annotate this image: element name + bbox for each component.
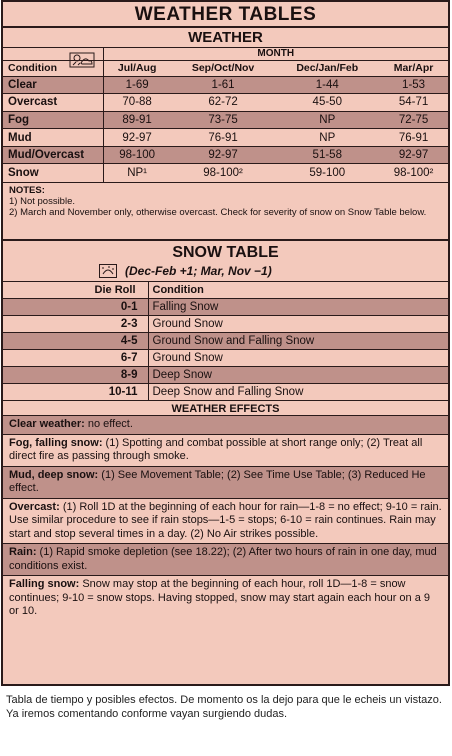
col-mar-apr: Mar/Apr (379, 60, 448, 76)
note-2: 2) March and November only, otherwise overcast. Check for severity of snow on Snow Table below. (9, 206, 427, 218)
column-header-row (3, 60, 448, 76)
weather-icon (69, 52, 95, 68)
table-row: Fog 89-91 73-75 NP 72-75 (3, 111, 448, 129)
snow-table (3, 281, 448, 401)
note-1: 1) Not possible. (9, 195, 76, 207)
condition-header: Condition (3, 60, 103, 76)
notes-heading: NOTES: (9, 184, 45, 196)
snow-icon (99, 264, 117, 278)
table-row: 10-11 Deep Snow and Falling Snow (3, 383, 448, 400)
weather-tables-title: WEATHER TABLES (3, 2, 448, 28)
table-row: 6-7 Ground Snow (3, 349, 448, 366)
snow-condition-header: Condition (148, 281, 448, 298)
table-row: 8-9 Deep Snow (3, 366, 448, 383)
table-row: Overcast 70-88 62-72 45-50 54-71 (3, 94, 448, 112)
col-sep-oct-nov: Sep/Oct/Nov (171, 60, 276, 76)
effect-overcast: Overcast: (1) Roll 1D at the beginning of each hour for rain—1-8 = no effect; 9-10 = rain. Use similar procedure to see if rain stops—1-5 = stops; 6-10 = rain continues. Rain may start and stop several times in a day. (2) No Air strikes possible. (3, 498, 448, 544)
weather-effects-title: WEATHER EFFECTS (3, 400, 448, 416)
effect-fog: Fog, falling snow: (1) Spotting and combat possible at short range only; (2) Treat all direct fire as passing through smoke. (3, 434, 448, 466)
table-row: Mud/Overcast 98-100 92-97 51-58 92-97 (3, 146, 448, 164)
effect-mud: Mud, deep snow: (1) See Movement Table; (2) See Time Use Table; (3) Reduced He effect. (3, 466, 448, 498)
snow-table-subtitle: (Dec-Feb +1; Mar, Nov −1) (3, 263, 448, 281)
table-row: 0-1 Falling Snow (3, 298, 448, 315)
col-jul-aug: Jul/Aug (103, 60, 171, 76)
table-row: 4-5 Ground Snow and Falling Snow (3, 332, 448, 349)
table-row: Snow NP¹ 98-100² 59-100 98-100² (3, 164, 448, 182)
die-roll-header: Die Roll (3, 281, 148, 298)
effect-clear: Clear weather: no effect. (3, 416, 448, 434)
weather-tables-sheet (1, 0, 450, 686)
weather-notes (3, 182, 448, 239)
effect-falling-snow: Falling snow: Snow may stop at the beginning of each hour, roll 1D—1-8 = snow continues; 9-10 = snow stops. Having stopped, snow may start again each hour on a 9 or 10. (3, 575, 448, 621)
table-row: Clear 1-69 1-61 1-44 1-53 (3, 76, 448, 94)
table-row: 2-3 Ground Snow (3, 315, 448, 332)
effect-rain: Rain: (1) Rapid smoke depletion (see 18.22); (2) After two hours of rain in one day, mud conditions exist. (3, 543, 448, 575)
weather-table (3, 48, 448, 182)
caption-text: Tabla de tiempo y posibles efectos. De momento os la dejo para que le echeis un vistazo. Ya iremos comentando conforme vayan surgiendo dudas. (6, 694, 442, 720)
weather-effects-list (3, 416, 448, 621)
col-dec-jan-feb: Dec/Jan/Feb (275, 60, 379, 76)
table-row: Mud 92-97 76-91 NP 76-91 (3, 129, 448, 147)
snow-table-title: SNOW TABLE (3, 239, 448, 263)
snow-header-row (3, 281, 448, 298)
month-label: MONTH (103, 48, 448, 60)
weather-title: WEATHER (3, 28, 448, 48)
